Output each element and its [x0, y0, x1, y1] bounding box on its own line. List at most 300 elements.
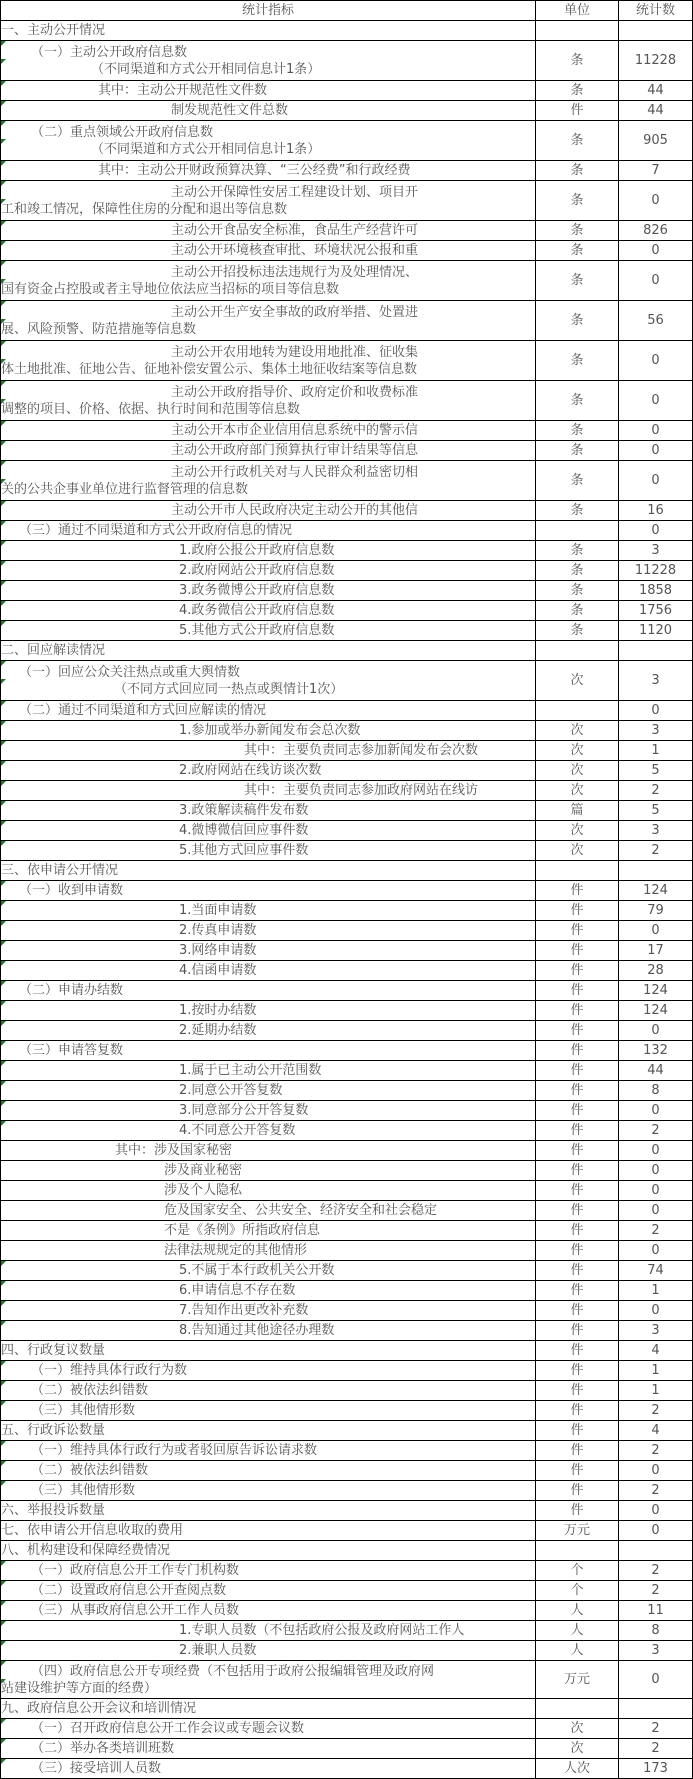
count-cell[interactable]: 3 — [619, 821, 693, 841]
indicator-cell[interactable] — [1, 1241, 536, 1261]
count-cell[interactable]: 56 — [619, 301, 693, 341]
count-cell[interactable]: 44 — [619, 101, 693, 121]
unit-cell[interactable]: 件 — [536, 1261, 619, 1281]
indicator-cell[interactable] — [1, 441, 536, 461]
table-row — [1, 1601, 693, 1621]
count-cell[interactable]: 0 — [619, 521, 693, 541]
count-cell[interactable]: 28 — [619, 961, 693, 981]
indicator-cell[interactable] — [1, 821, 536, 841]
indicator-cell[interactable] — [1, 161, 536, 181]
indicator-label: 涉及商业秘密 — [164, 1163, 243, 1178]
table-row — [1, 821, 693, 841]
cell-marker-icon — [1, 359, 6, 364]
indicator-cell[interactable] — [1, 1719, 536, 1739]
unit-cell[interactable]: 件 — [536, 1141, 619, 1161]
unit-cell[interactable]: 条 — [536, 41, 619, 81]
indicator-cell[interactable] — [1, 1001, 536, 1021]
count-cell[interactable]: 2 — [619, 1561, 693, 1581]
unit-cell[interactable] — [536, 21, 619, 41]
unit-cell[interactable]: 万元 — [536, 1521, 619, 1541]
count-cell[interactable]: 7 — [619, 161, 693, 181]
indicator-cell[interactable] — [1, 341, 536, 381]
unit-cell[interactable]: 篇 — [536, 801, 619, 821]
unit-cell[interactable]: 件 — [536, 1241, 619, 1261]
indicator-label: 主动公开政府部门预算执行审计结果等信息 — [171, 443, 419, 458]
indicator-cell[interactable] — [1, 1421, 536, 1441]
unit-cell[interactable]: 次 — [536, 761, 619, 781]
indicator-cell[interactable] — [1, 521, 536, 541]
count-cell[interactable]: 173 — [619, 1759, 693, 1779]
table-body — [1, 21, 693, 1779]
unit-cell[interactable]: 件 — [536, 1281, 619, 1301]
unit-cell[interactable]: 件 — [536, 1421, 619, 1441]
indicator-label: 调整的项目、价格、依据、执行时间和范围等信息数 — [1, 401, 301, 417]
count-cell[interactable]: 0 — [619, 701, 693, 721]
count-cell[interactable]: 0 — [619, 1461, 693, 1481]
count-cell[interactable]: 132 — [619, 1041, 693, 1061]
unit-cell[interactable]: 条 — [536, 161, 619, 181]
unit-cell[interactable]: 条 — [536, 441, 619, 461]
table-row — [1, 421, 693, 441]
unit-cell[interactable]: 条 — [536, 261, 619, 301]
indicator-cell[interactable] — [1, 881, 536, 901]
count-cell[interactable]: 44 — [619, 1061, 693, 1081]
unit-cell[interactable]: 人 — [536, 1601, 619, 1621]
count-cell[interactable]: 0 — [619, 1501, 693, 1521]
indicator-cell[interactable] — [1, 1161, 536, 1181]
indicator-cell[interactable] — [1, 901, 536, 921]
cell-marker-icon — [1, 121, 6, 126]
cell-marker-icon — [1, 139, 6, 144]
unit-cell[interactable]: 条 — [536, 621, 619, 641]
table-row — [1, 1021, 693, 1041]
unit-cell[interactable]: 条 — [536, 601, 619, 621]
unit-cell[interactable]: 人 — [536, 1641, 619, 1661]
indicator-cell[interactable] — [1, 1041, 536, 1061]
unit-cell[interactable]: 件 — [536, 1301, 619, 1321]
unit-cell[interactable]: 件 — [536, 1401, 619, 1421]
count-cell[interactable]: 2 — [619, 1441, 693, 1461]
indicator-cell[interactable] — [1, 981, 536, 1001]
unit-cell[interactable]: 件 — [536, 1161, 619, 1181]
count-cell[interactable]: 0 — [619, 921, 693, 941]
count-cell[interactable]: 3 — [619, 721, 693, 741]
unit-cell[interactable]: 件 — [536, 901, 619, 921]
indicator-cell[interactable] — [1, 701, 536, 721]
unit-cell[interactable]: 人次 — [536, 1759, 619, 1779]
table-row — [1, 721, 693, 741]
count-cell[interactable]: 3 — [619, 1641, 693, 1661]
cell-marker-icon — [1, 1101, 6, 1106]
table-row — [1, 261, 693, 301]
unit-cell[interactable]: 件 — [536, 1341, 619, 1361]
count-cell[interactable]: 16 — [619, 501, 693, 521]
count-cell[interactable]: 0 — [619, 1101, 693, 1121]
table-row — [1, 801, 693, 821]
table-row — [1, 1739, 693, 1759]
indicator-cell[interactable] — [1, 1261, 536, 1281]
count-cell[interactable]: 0 — [619, 421, 693, 441]
header-row — [1, 1, 693, 21]
cell-marker-icon — [1, 1301, 6, 1306]
indicator-cell[interactable] — [1, 601, 536, 621]
count-cell[interactable]: 4 — [619, 1421, 693, 1441]
count-cell[interactable]: 0 — [619, 461, 693, 501]
indicator-cell[interactable] — [1, 101, 536, 121]
count-cell[interactable]: 1 — [619, 1281, 693, 1301]
unit-cell[interactable]: 条 — [536, 341, 619, 381]
indicator-label: （一）召开政府信息公开工作会议或专题会议数 — [31, 1721, 305, 1736]
count-cell[interactable]: 0 — [619, 441, 693, 461]
indicator-cell[interactable] — [1, 1021, 536, 1041]
count-cell[interactable]: 0 — [619, 1301, 693, 1321]
indicator-label: （二）重点领域公开政府信息数 — [31, 124, 214, 140]
cell-marker-icon — [1, 1441, 6, 1446]
cell-marker-icon — [1, 1679, 6, 1684]
indicator-cell[interactable] — [1, 861, 536, 881]
count-cell[interactable]: 2 — [619, 1121, 693, 1141]
unit-cell[interactable]: 件 — [536, 1441, 619, 1461]
indicator-cell[interactable] — [1, 261, 536, 301]
indicator-cell[interactable] — [1, 841, 536, 861]
unit-cell[interactable]: 条 — [536, 81, 619, 101]
indicator-label: 主动公开农用地转为建设用地批准、征收集 — [171, 344, 419, 360]
unit-cell[interactable]: 件 — [536, 1361, 619, 1381]
unit-cell[interactable]: 条 — [536, 301, 619, 341]
indicator-cell[interactable] — [1, 661, 536, 701]
header-indicator: 统计指标 — [1, 1, 536, 21]
indicator-cell[interactable] — [1, 541, 536, 561]
count-cell[interactable]: 3 — [619, 661, 693, 701]
indicator-label: （三）接受培训人员数 — [31, 1761, 162, 1776]
indicator-cell[interactable] — [1, 1181, 536, 1201]
table-row — [1, 601, 693, 621]
indicator-label: 六、举报投诉数量 — [1, 1503, 106, 1518]
count-cell[interactable]: 0 — [619, 1141, 693, 1161]
unit-cell[interactable]: 次 — [536, 661, 619, 701]
indicator-cell[interactable] — [1, 1641, 536, 1661]
indicator-label: 2.延期办结数 — [179, 1023, 257, 1038]
indicator-cell[interactable] — [1, 1121, 536, 1141]
unit-cell[interactable]: 件 — [536, 1481, 619, 1501]
table-row — [1, 961, 693, 981]
table-row — [1, 841, 693, 861]
indicator-cell[interactable] — [1, 1301, 536, 1321]
indicator-label: 5.其他方式公开政府信息数 — [179, 623, 335, 638]
indicator-cell[interactable] — [1, 641, 536, 661]
unit-cell[interactable]: 件 — [536, 1001, 619, 1021]
indicator-cell[interactable] — [1, 1601, 536, 1621]
indicator-cell[interactable] — [1, 1481, 536, 1501]
unit-cell[interactable]: 次 — [536, 741, 619, 761]
count-cell[interactable] — [619, 1541, 693, 1561]
count-cell[interactable]: 11228 — [619, 561, 693, 581]
indicator-cell[interactable] — [1, 581, 536, 601]
indicator-cell[interactable] — [1, 561, 536, 581]
count-cell[interactable]: 1858 — [619, 581, 693, 601]
indicator-cell[interactable] — [1, 781, 536, 801]
unit-cell[interactable]: 条 — [536, 381, 619, 421]
indicator-cell[interactable] — [1, 1061, 536, 1081]
unit-cell[interactable] — [536, 701, 619, 721]
indicator-cell[interactable] — [1, 1081, 536, 1101]
unit-cell[interactable]: 条 — [536, 561, 619, 581]
indicator-cell[interactable] — [1, 941, 536, 961]
count-cell[interactable]: 124 — [619, 1001, 693, 1021]
table-row — [1, 761, 693, 781]
unit-cell[interactable]: 次 — [536, 1739, 619, 1759]
count-cell[interactable]: 11 — [619, 1601, 693, 1621]
unit-cell[interactable]: 次 — [536, 841, 619, 861]
count-cell[interactable]: 1120 — [619, 621, 693, 641]
count-cell[interactable]: 2 — [619, 1719, 693, 1739]
unit-cell[interactable]: 件 — [536, 1221, 619, 1241]
table-row — [1, 1101, 693, 1121]
count-cell[interactable]: 0 — [619, 181, 693, 221]
table-row — [1, 981, 693, 1001]
unit-cell[interactable]: 个 — [536, 1581, 619, 1601]
count-cell[interactable]: 2 — [619, 781, 693, 801]
count-cell[interactable]: 124 — [619, 981, 693, 1001]
indicator-cell[interactable] — [1, 1521, 536, 1541]
indicator-cell[interactable] — [1, 1361, 536, 1381]
count-cell[interactable]: 1 — [619, 1361, 693, 1381]
indicator-cell[interactable] — [1, 1759, 536, 1779]
unit-cell[interactable] — [536, 521, 619, 541]
count-cell[interactable]: 44 — [619, 81, 693, 101]
count-cell[interactable]: 2 — [619, 1221, 693, 1241]
unit-cell[interactable]: 件 — [536, 981, 619, 1001]
indicator-cell[interactable] — [1, 1699, 536, 1719]
unit-cell[interactable]: 条 — [536, 181, 619, 221]
count-cell[interactable]: 0 — [619, 1521, 693, 1541]
unit-cell[interactable]: 条 — [536, 581, 619, 601]
unit-cell[interactable]: 件 — [536, 941, 619, 961]
indicator-cell[interactable] — [1, 1461, 536, 1481]
count-cell[interactable]: 0 — [619, 381, 693, 421]
unit-cell[interactable]: 件 — [536, 1041, 619, 1061]
unit-cell[interactable]: 件 — [536, 1121, 619, 1141]
unit-cell[interactable] — [536, 641, 619, 661]
indicator-cell[interactable] — [1, 301, 536, 341]
count-cell[interactable]: 0 — [619, 241, 693, 261]
table-row — [1, 1441, 693, 1461]
table-row — [1, 701, 693, 721]
indicator-cell[interactable] — [1, 801, 536, 821]
indicator-cell[interactable] — [1, 1401, 536, 1421]
indicator-cell[interactable] — [1, 1321, 536, 1341]
indicator-cell[interactable] — [1, 1281, 536, 1301]
unit-cell[interactable] — [536, 1541, 619, 1561]
indicator-cell[interactable] — [1, 621, 536, 641]
indicator-cell[interactable] — [1, 1341, 536, 1361]
count-cell[interactable] — [619, 641, 693, 661]
count-cell[interactable]: 0 — [619, 1021, 693, 1041]
count-cell[interactable]: 0 — [619, 1241, 693, 1261]
count-cell[interactable]: 1 — [619, 1381, 693, 1401]
count-cell[interactable]: 0 — [619, 261, 693, 301]
count-cell[interactable]: 4 — [619, 1341, 693, 1361]
indicator-cell[interactable] — [1, 381, 536, 421]
indicator-cell[interactable] — [1, 1561, 536, 1581]
indicator-cell[interactable] — [1, 1621, 536, 1641]
unit-cell[interactable]: 件 — [536, 1061, 619, 1081]
unit-cell[interactable]: 条 — [536, 241, 619, 261]
indicator-cell[interactable] — [1, 21, 536, 41]
table-row — [1, 1361, 693, 1381]
table-row — [1, 881, 693, 901]
indicator-cell[interactable] — [1, 1661, 536, 1699]
indicator-cell[interactable] — [1, 1381, 536, 1401]
table-row — [1, 441, 693, 461]
unit-cell[interactable] — [536, 1699, 619, 1719]
cell-marker-icon — [1, 921, 6, 926]
count-cell[interactable]: 124 — [619, 881, 693, 901]
indicator-label: 危及国家安全、公共安全、经济安全和社会稳定 — [164, 1203, 438, 1218]
cell-marker-icon — [1, 279, 6, 284]
indicator-cell[interactable] — [1, 1581, 536, 1601]
table-row — [1, 1641, 693, 1661]
indicator-cell[interactable] — [1, 81, 536, 101]
indicator-cell[interactable] — [1, 41, 536, 81]
count-cell[interactable]: 0 — [619, 1661, 693, 1699]
count-cell[interactable]: 8 — [619, 1621, 693, 1641]
indicator-cell[interactable] — [1, 181, 536, 221]
cell-marker-icon — [1, 561, 6, 566]
count-cell[interactable]: 17 — [619, 941, 693, 961]
indicator-label: 展、风险预警、防范措施等信息数 — [1, 321, 197, 337]
indicator-label: （一）收到申请数 — [19, 883, 124, 898]
count-cell[interactable]: 1 — [619, 741, 693, 761]
unit-cell[interactable]: 条 — [536, 421, 619, 441]
unit-cell[interactable]: 件 — [536, 1181, 619, 1201]
count-cell[interactable] — [619, 21, 693, 41]
indicator-cell[interactable] — [1, 1501, 536, 1521]
unit-cell[interactable]: 条 — [536, 121, 619, 161]
count-cell[interactable] — [619, 861, 693, 881]
count-cell[interactable]: 2 — [619, 1581, 693, 1601]
cell-marker-icon — [1, 661, 6, 666]
count-cell[interactable]: 79 — [619, 901, 693, 921]
unit-cell[interactable]: 条 — [536, 541, 619, 561]
table-row — [1, 221, 693, 241]
indicator-label: （一）政府信息公开工作专门机构数 — [31, 1563, 240, 1578]
indicator-cell[interactable] — [1, 1221, 536, 1241]
unit-cell[interactable]: 件 — [536, 881, 619, 901]
count-cell[interactable]: 3 — [619, 541, 693, 561]
indicator-cell[interactable] — [1, 1141, 536, 1161]
count-cell[interactable]: 0 — [619, 1181, 693, 1201]
unit-cell[interactable]: 件 — [536, 1381, 619, 1401]
unit-cell[interactable]: 件 — [536, 961, 619, 981]
count-cell[interactable]: 8 — [619, 1081, 693, 1101]
indicator-cell[interactable] — [1, 741, 536, 761]
table-row — [1, 81, 693, 101]
indicator-cell[interactable] — [1, 461, 536, 501]
indicator-label: 一、主动公开情况 — [1, 23, 106, 38]
indicator-label: （一）维持具体行政行为数 — [31, 1363, 188, 1378]
count-cell[interactable]: 0 — [619, 341, 693, 381]
unit-cell[interactable]: 次 — [536, 781, 619, 801]
indicator-cell[interactable] — [1, 721, 536, 741]
indicator-label: 主动公开行政机关对与人民群众利益密切相 — [171, 464, 419, 480]
count-cell[interactable]: 2 — [619, 841, 693, 861]
count-cell[interactable]: 2 — [619, 1481, 693, 1501]
table-row — [1, 101, 693, 121]
indicator-label: 主动公开市人民政府决定主动公开的其他信 — [171, 503, 419, 518]
table-row — [1, 781, 693, 801]
indicator-label: （三）其他情形数 — [31, 1483, 136, 1498]
indicator-cell[interactable] — [1, 1541, 536, 1561]
unit-cell[interactable]: 次 — [536, 821, 619, 841]
unit-cell[interactable]: 件 — [536, 101, 619, 121]
table-row — [1, 1141, 693, 1161]
unit-cell[interactable]: 人 — [536, 1621, 619, 1641]
unit-cell[interactable] — [536, 861, 619, 881]
indicator-cell[interactable] — [1, 421, 536, 441]
count-cell[interactable]: 0 — [619, 1201, 693, 1221]
count-cell[interactable]: 11228 — [619, 41, 693, 81]
unit-cell[interactable]: 件 — [536, 1081, 619, 1101]
count-cell[interactable]: 5 — [619, 801, 693, 821]
unit-cell[interactable]: 万元 — [536, 1661, 619, 1699]
unit-cell[interactable]: 次 — [536, 721, 619, 741]
unit-cell[interactable]: 件 — [536, 1021, 619, 1041]
count-cell[interactable]: 5 — [619, 761, 693, 781]
unit-cell[interactable]: 件 — [536, 1101, 619, 1121]
unit-cell[interactable]: 件 — [536, 1201, 619, 1221]
indicator-cell[interactable] — [1, 121, 536, 161]
table-row — [1, 1521, 693, 1541]
indicator-cell[interactable] — [1, 921, 536, 941]
unit-cell[interactable]: 条 — [536, 501, 619, 521]
indicator-cell[interactable] — [1, 241, 536, 261]
header-unit: 单位 — [536, 1, 619, 21]
count-cell[interactable]: 905 — [619, 121, 693, 161]
count-cell[interactable]: 826 — [619, 221, 693, 241]
indicator-label: （二）被依法纠错数 — [31, 1383, 149, 1398]
indicator-cell[interactable] — [1, 761, 536, 781]
indicator-label: 2.政府网站在线访谈次数 — [179, 763, 322, 778]
count-cell[interactable]: 0 — [619, 1161, 693, 1181]
cell-marker-icon — [1, 1121, 6, 1126]
indicator-cell[interactable] — [1, 1739, 536, 1759]
indicator-cell[interactable] — [1, 961, 536, 981]
unit-cell[interactable]: 个 — [536, 1561, 619, 1581]
unit-cell[interactable]: 次 — [536, 1719, 619, 1739]
unit-cell[interactable]: 件 — [536, 921, 619, 941]
unit-cell[interactable]: 件 — [536, 1461, 619, 1481]
count-cell[interactable]: 2 — [619, 1401, 693, 1421]
indicator-cell[interactable] — [1, 1201, 536, 1221]
table-row — [1, 41, 693, 81]
count-cell[interactable] — [619, 1699, 693, 1719]
indicator-cell[interactable] — [1, 501, 536, 521]
unit-cell[interactable]: 件 — [536, 1321, 619, 1341]
indicator-cell[interactable] — [1, 1101, 536, 1121]
indicator-label: 法律法规规定的其他情形 — [164, 1243, 308, 1258]
count-cell[interactable]: 1756 — [619, 601, 693, 621]
indicator-label: 5.不属于本行政机关公开数 — [179, 1263, 335, 1278]
unit-cell[interactable]: 件 — [536, 1501, 619, 1521]
unit-cell[interactable]: 条 — [536, 461, 619, 501]
count-cell[interactable]: 2 — [619, 1739, 693, 1759]
count-cell[interactable]: 3 — [619, 1321, 693, 1341]
indicator-cell[interactable] — [1, 1441, 536, 1461]
unit-cell[interactable]: 条 — [536, 221, 619, 241]
indicator-cell[interactable] — [1, 221, 536, 241]
count-cell[interactable]: 74 — [619, 1261, 693, 1281]
